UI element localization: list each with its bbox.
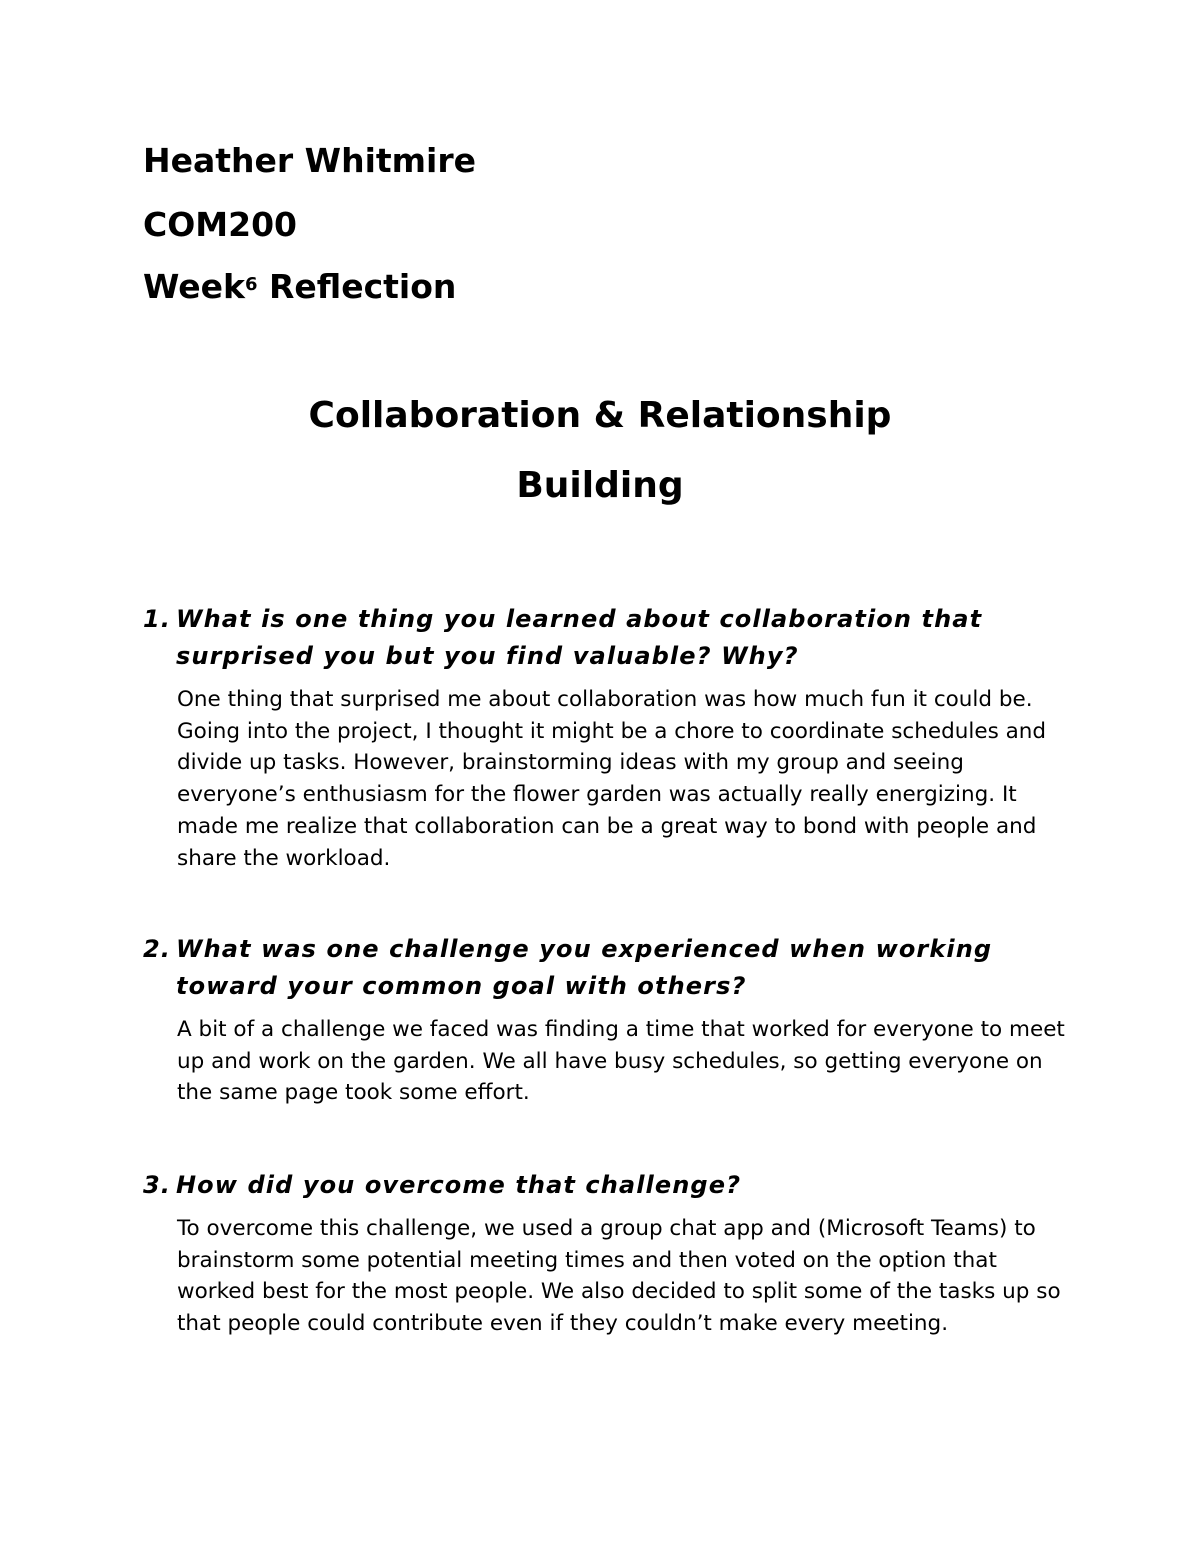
question-block-2 xyxy=(143,931,1063,1109)
course-code: COM200 xyxy=(143,205,297,244)
answer-text: One thing that surprised me about collaboration was how much fun it could be. Going into the project, I thought it might be a chore to coordinate schedules and divide up tasks. However, brainstorming ideas with my group and seeing everyone’s enthusiasm for the flower garden was actually really energizing. It made me realize that collaboration can be a great way to bond with people and share the workload. xyxy=(177,687,1047,871)
document-title-line2: Building xyxy=(516,465,684,506)
question-text: How did you overcome that challenge? xyxy=(176,1171,742,1199)
document-title-line1: Collaboration & Relationship xyxy=(308,395,892,436)
question-text: What is one thing you learned about collaboration that surprised you but you find valuable? Why? xyxy=(176,605,983,670)
author-name: Heather Whitmire xyxy=(143,141,477,180)
week-number: 6 xyxy=(244,274,258,295)
document-title xyxy=(0,381,1200,521)
week-prefix: Week xyxy=(143,267,245,306)
question-number: 3. xyxy=(143,1171,171,1199)
assignment-label xyxy=(143,267,456,307)
question-block-1 xyxy=(143,601,1063,874)
answer-text: A bit of a challenge we faced was finding a time that worked for everyone to meet up and work on the garden. We all have busy schedules, so getting everyone on the same page took some effort. xyxy=(177,1017,1065,1106)
question-number: 2. xyxy=(143,935,171,963)
week-suffix: Reflection xyxy=(257,267,457,306)
question-number: 1. xyxy=(143,605,171,633)
question-block-3 xyxy=(143,1167,1063,1340)
answer-text: To overcome this challenge, we used a group chat app and (Microsoft Teams) to brainstorm some potential meeting times and then voted on the option that worked best for the most people. We also decided to split some of the tasks up so that people could contribute even if they couldn’t make every meeting. xyxy=(177,1216,1061,1337)
question-text: What was one challenge you experienced when working toward your common goal with others? xyxy=(176,935,993,1000)
